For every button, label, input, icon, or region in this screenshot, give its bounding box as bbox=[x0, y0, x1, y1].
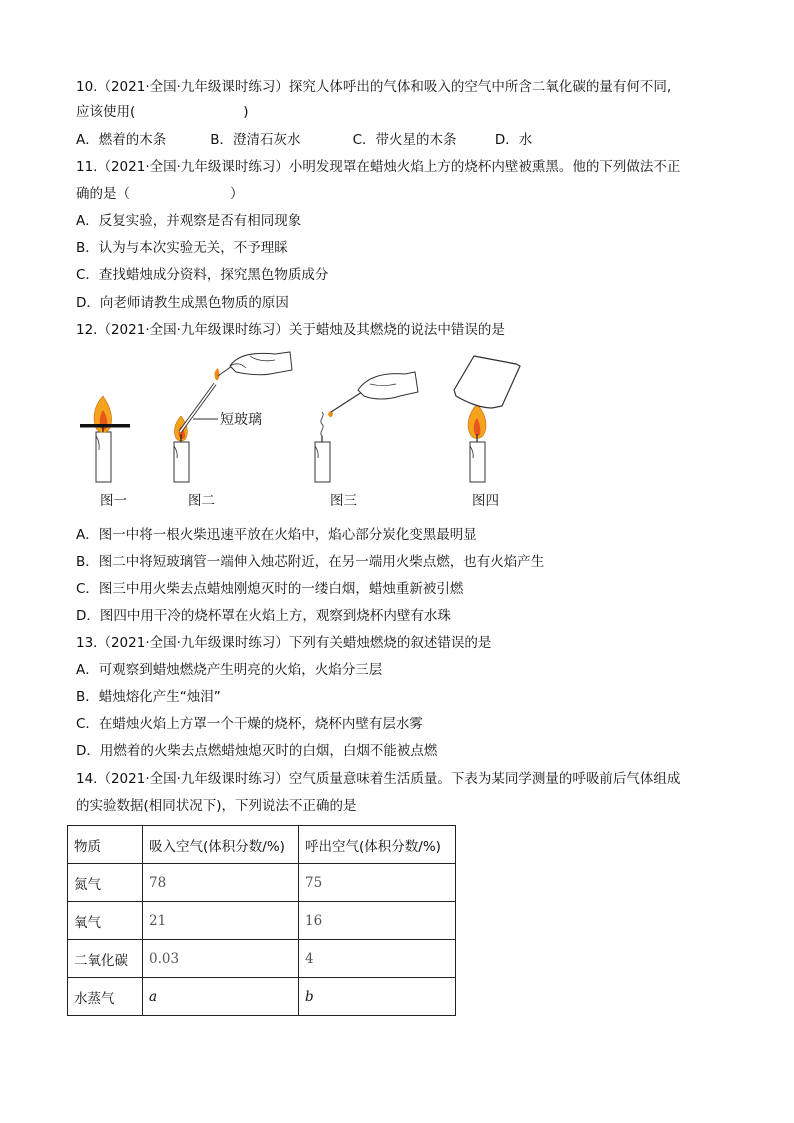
tube-label: 短玻璃 bbox=[220, 412, 262, 428]
q13-stem: 13.（2021·全国·九年级课时练习）下列有关蜡烛燃烧的叙述错误的是 bbox=[76, 635, 492, 651]
figure-2-label: 图二 bbox=[188, 493, 215, 509]
q10-option-c: C．带火星的木条 bbox=[352, 132, 457, 148]
q12-stem: 12.（2021·全国·九年级课时练习）关于蜡烛及其燃烧的说法中错误的是 bbox=[76, 322, 505, 338]
table-row bbox=[68, 940, 456, 978]
table-cell: 16 bbox=[299, 902, 456, 940]
table-cell: 4 bbox=[299, 940, 456, 978]
q12-option-d: D．图四中用干冷的烧杯罩在火焰上方，观察到烧杯内壁有水珠 bbox=[76, 608, 451, 624]
table-row bbox=[68, 902, 456, 940]
q12-option-b: B．图二中将短玻璃管一端伸入烛芯附近，在另一端用火柴点燃，也有火焰产生 bbox=[76, 554, 545, 570]
q10-close: ) bbox=[243, 104, 249, 120]
figure-4-candle bbox=[454, 356, 520, 482]
q12-option-a: A．图一中将一根火柴迅速平放在火焰中，焰心部分炭化变黑最明显 bbox=[76, 527, 477, 543]
q11-option-b: B．认为与本次实验无关，不予理睬 bbox=[76, 240, 288, 256]
figure-4-label: 图四 bbox=[472, 493, 499, 509]
q12-option-c: C．图三中用火柴去点蜡烛刚熄灭时的一缕白烟，蜡烛重新被引燃 bbox=[76, 581, 464, 597]
table-header-cell: 物质 bbox=[68, 826, 143, 864]
table-cell: 氧气 bbox=[68, 902, 143, 940]
q11-option-d: D．向老师请教生成黑色物质的原因 bbox=[76, 295, 289, 311]
q10-stem-text: 应该使用( bbox=[76, 104, 136, 120]
figure-3-label: 图三 bbox=[330, 493, 357, 509]
candle-experiment-figure bbox=[70, 344, 540, 514]
table-row bbox=[68, 864, 456, 902]
q14-stem: 14.（2021·全国·九年级课时练习）空气质量意味着生活质量。下表为某同学测量的呼吸前后气体组成 bbox=[76, 771, 681, 787]
table-header-row bbox=[68, 826, 456, 864]
table-cell: a bbox=[143, 978, 299, 1016]
table-cell: 0.03 bbox=[143, 940, 299, 978]
table-cell: 二氧化碳 bbox=[68, 940, 143, 978]
table-row bbox=[68, 978, 456, 1016]
candle-illustrations bbox=[70, 344, 540, 514]
q13-option-b: B．蜡烛熔化产生“烛泪” bbox=[76, 689, 221, 705]
q11-stem-text: 确的是（ bbox=[76, 186, 130, 202]
q10-stem: 10.（2021·全国·九年级课时练习）探究人体呼出的气体和吸入的空气中所含二氧化碳的量有何不同, bbox=[76, 79, 672, 95]
q11-stem: 11.（2021·全国·九年级课时练习）小明发现罩在蜡烛火焰上方的烧杯内壁被熏黑。他的下列做法不正 bbox=[76, 159, 681, 175]
q10-option-a: A．燃着的木条 bbox=[76, 132, 167, 148]
table-cell: 水蒸气 bbox=[68, 978, 143, 1016]
table-cell: 氮气 bbox=[68, 864, 143, 902]
q10-options bbox=[76, 130, 532, 150]
figure-1-candle bbox=[80, 396, 130, 482]
figure-1-label: 图一 bbox=[100, 493, 127, 509]
figure-3-candle bbox=[315, 372, 418, 482]
table-cell: 78 bbox=[143, 864, 299, 902]
q10-stem-line2 bbox=[76, 102, 249, 122]
q11-option-a: A．反复实验，并观察是否有相同现象 bbox=[76, 213, 302, 229]
q10-option-d: D．水 bbox=[494, 132, 533, 148]
q11-stem-line2 bbox=[76, 184, 244, 204]
table-cell: 75 bbox=[299, 864, 456, 902]
table-header-cell: 吸入空气(体积分数/%) bbox=[143, 826, 299, 864]
q10-option-b: B．澄清石灰水 bbox=[210, 132, 301, 148]
q13-option-d: D．用燃着的火柴去点燃蜡烛熄灭时的白烟，白烟不能被点燃 bbox=[76, 743, 438, 759]
table-header-cell: 呼出空气(体积分数/%) bbox=[299, 826, 456, 864]
table-cell: 21 bbox=[143, 902, 299, 940]
q13-option-a: A．可观察到蜡烛燃烧产生明亮的火焰，火焰分三层 bbox=[76, 662, 383, 678]
q14-stem-line2: 的实验数据(相同状况下)，下列说法不正确的是 bbox=[76, 798, 357, 814]
respiration-data-table bbox=[67, 825, 456, 1016]
q11-option-c: C．查找蜡烛成分资料，探究黑色物质成分 bbox=[76, 267, 329, 283]
q13-option-c: C．在蜡烛火焰上方罩一个干燥的烧杯，烧杯内壁有层水雾 bbox=[76, 716, 423, 732]
table-cell: b bbox=[299, 978, 456, 1016]
q11-close: ） bbox=[230, 186, 244, 202]
